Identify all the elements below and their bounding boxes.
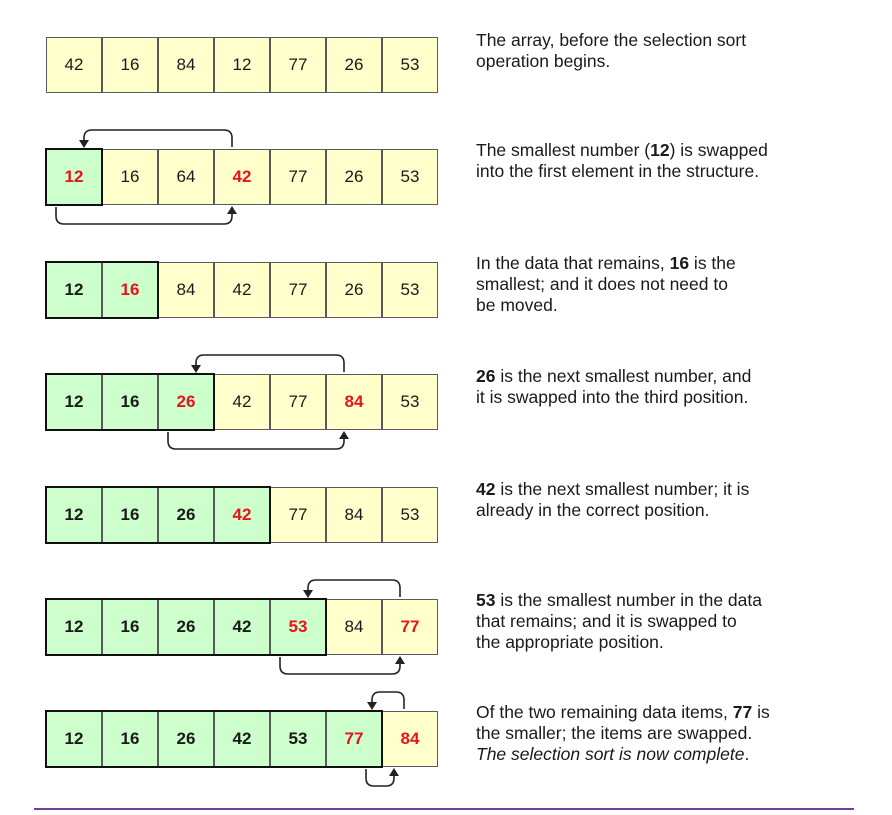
array-cell: 16	[102, 374, 158, 430]
array-cell: 42	[46, 37, 102, 93]
swap-arrow-top	[196, 355, 344, 372]
array-cell: 77	[270, 487, 326, 543]
swap-arrow-top	[84, 130, 232, 147]
description-text: .	[744, 744, 750, 764]
array-cell: 84	[158, 262, 214, 318]
array-cell: 16	[102, 37, 158, 93]
array-cell: 12	[214, 37, 270, 93]
description-text: Of the two remaining data items,	[476, 702, 733, 722]
arrowhead	[339, 431, 349, 439]
description-text: 26	[476, 366, 496, 386]
array-cell: 12	[46, 374, 102, 430]
array-cell: 53	[382, 37, 438, 93]
array-cell: 53	[382, 487, 438, 543]
description-text: the smaller; the items are swapped.	[476, 723, 753, 743]
array-cell: 12	[46, 262, 102, 318]
description-text: The array, before the selection sort	[476, 30, 747, 50]
array-cell: 77	[270, 262, 326, 318]
step-description	[476, 479, 856, 521]
description-text: 42	[476, 479, 496, 499]
array-cell: 53	[270, 711, 326, 767]
description-text: is the	[689, 253, 736, 273]
step-description	[476, 590, 856, 653]
array-cell: 26	[326, 37, 382, 93]
description-text: In the data that remains,	[476, 253, 670, 273]
description-text: already in the correct position.	[476, 500, 710, 520]
description-text: 12	[650, 140, 670, 160]
step-description	[476, 702, 856, 765]
array-cell: 53	[382, 262, 438, 318]
description-text: it is swapped into the third position.	[476, 387, 749, 407]
array-cell: 26	[158, 711, 214, 767]
swap-arrow-bottom	[366, 769, 394, 786]
array-cell: 26	[158, 374, 214, 430]
swap-arrow-top	[372, 692, 404, 709]
array-cell: 42	[214, 374, 270, 430]
description-text: smallest; and it does not need to	[476, 274, 728, 294]
array-cell: 77	[270, 37, 326, 93]
description-text: is	[752, 702, 770, 722]
description-text: into the first element in the structure.	[476, 161, 760, 181]
array-cell: 53	[270, 599, 326, 655]
array-cell: 26	[158, 487, 214, 543]
arrowhead	[389, 768, 399, 776]
array-cell: 12	[46, 149, 102, 205]
array-cell: 42	[214, 711, 270, 767]
step-description	[476, 366, 856, 408]
array-cell: 12	[46, 599, 102, 655]
array-cell: 16	[102, 599, 158, 655]
description-text: is the next smallest number; it is	[495, 479, 750, 499]
arrowhead	[191, 365, 201, 373]
array-cell: 77	[326, 711, 382, 767]
description-text: is the next smallest number, and	[495, 366, 752, 386]
array-cell: 84	[382, 711, 438, 767]
description-text: 53	[476, 590, 496, 610]
array-cell: 16	[102, 262, 158, 318]
description-text: be moved.	[476, 295, 558, 315]
description-text: is the smallest number in the data	[495, 590, 762, 610]
array-cell: 16	[102, 487, 158, 543]
description-text: that remains; and it is swapped to	[476, 611, 737, 631]
swap-arrow-top	[308, 580, 400, 597]
array-cell: 42	[214, 487, 270, 543]
array-cell: 42	[214, 262, 270, 318]
arrowhead	[79, 140, 89, 148]
array-cell: 77	[270, 374, 326, 430]
step-description	[476, 140, 856, 182]
arrowhead	[227, 206, 237, 214]
array-cell: 53	[382, 374, 438, 430]
description-text: operation begins.	[476, 51, 611, 71]
arrowhead	[395, 656, 405, 664]
description-text: The selection sort is now complete	[476, 744, 745, 764]
arrowhead	[367, 702, 377, 710]
array-cell: 64	[158, 149, 214, 205]
description-text: 16	[669, 253, 690, 273]
array-cell: 84	[326, 599, 382, 655]
array-cell: 26	[326, 149, 382, 205]
array-cell: 77	[382, 599, 438, 655]
array-cell: 16	[102, 711, 158, 767]
description-text: ) is swapped	[669, 140, 768, 160]
array-cell: 16	[102, 149, 158, 205]
step-description	[476, 30, 856, 72]
array-cell: 42	[214, 599, 270, 655]
array-cell: 12	[46, 487, 102, 543]
array-cell: 84	[326, 374, 382, 430]
bottom-divider	[34, 808, 854, 810]
swap-arrow-bottom	[168, 432, 344, 449]
array-cell: 84	[326, 487, 382, 543]
array-cell: 77	[270, 149, 326, 205]
swap-arrow-bottom	[280, 657, 400, 674]
description-text: 77	[732, 702, 753, 722]
arrowhead	[303, 590, 313, 598]
array-cell: 53	[382, 149, 438, 205]
swap-arrow-bottom	[56, 207, 232, 224]
array-cell: 26	[158, 599, 214, 655]
description-text: The smallest number (	[476, 140, 651, 160]
description-text: the appropriate position.	[476, 632, 664, 652]
array-cell: 84	[158, 37, 214, 93]
array-cell: 42	[214, 149, 270, 205]
array-cell: 26	[326, 262, 382, 318]
array-cell: 12	[46, 711, 102, 767]
step-description	[476, 253, 856, 316]
